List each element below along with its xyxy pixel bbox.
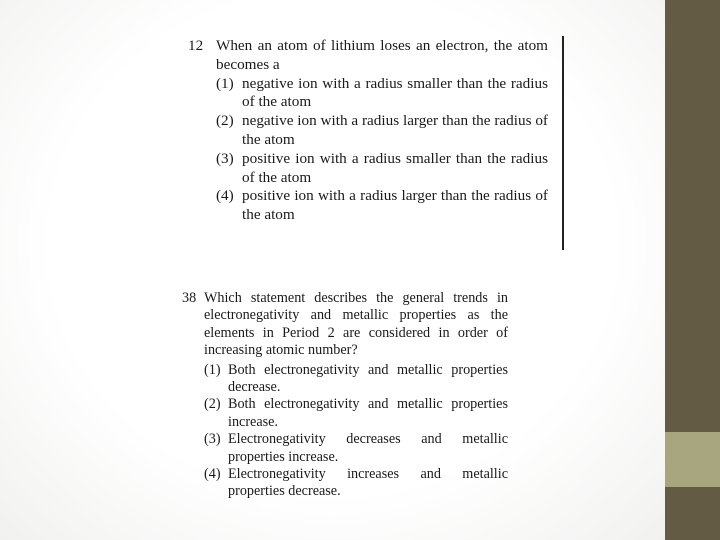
option-number: (4): [204, 466, 221, 483]
question-38-option-2: [204, 396, 508, 431]
question-12-stem: [188, 37, 548, 75]
side-band-bottom: [665, 487, 720, 540]
side-band-top: [665, 0, 720, 432]
option-text: Electronegativity increases and metallic properties decrease.: [228, 466, 508, 500]
question-38-number: 38: [182, 290, 197, 306]
option-text: Both electronegativity and metallic properties increase.: [228, 396, 508, 430]
question-38-text: Which statement describes the general trends in electronegativity and metallic properties as the elements in Period 2 are considered in order of increasing atomic number?: [204, 290, 508, 359]
option-text: Both electronegativity and metallic properties decrease.: [228, 361, 508, 396]
option-text: negative ion with a radius smaller than the radius of the atom: [242, 74, 548, 111]
question-12-option-1: [216, 75, 548, 113]
question-12-text: When an atom of lithium loses an electron, the atom becomes a: [216, 37, 548, 73]
option-text: positive ion with a radius larger than the radius of the atom: [242, 187, 548, 224]
question-38: [182, 290, 508, 501]
option-number: (2): [216, 112, 234, 130]
option-text: negative ion with a radius larger than the radius of the atom: [242, 112, 548, 148]
option-number: (3): [216, 149, 234, 167]
option-number: (1): [216, 74, 234, 92]
question-12-number: 12: [188, 37, 204, 54]
question-38-options: [204, 362, 508, 501]
question-12-option-2: [216, 112, 548, 150]
question-12: [188, 37, 548, 225]
question-12-options: [216, 75, 548, 225]
question-38-option-4: [204, 466, 508, 501]
option-number: (1): [204, 361, 221, 378]
option-text: Electronegativity decreases and metallic properties increase.: [228, 431, 508, 465]
question-38-option-3: [204, 431, 508, 466]
question-12-option-3: [216, 150, 548, 188]
column-divider: [562, 36, 564, 250]
option-number: (3): [204, 431, 221, 448]
option-number: (4): [216, 187, 234, 205]
option-number: (2): [204, 396, 221, 413]
question-12-option-4: [216, 187, 548, 225]
side-band-accent: [665, 432, 720, 487]
question-38-stem: [182, 290, 508, 360]
option-text: positive ion with a radius smaller than the radius of the atom: [242, 149, 548, 186]
question-38-option-1: [204, 362, 508, 397]
